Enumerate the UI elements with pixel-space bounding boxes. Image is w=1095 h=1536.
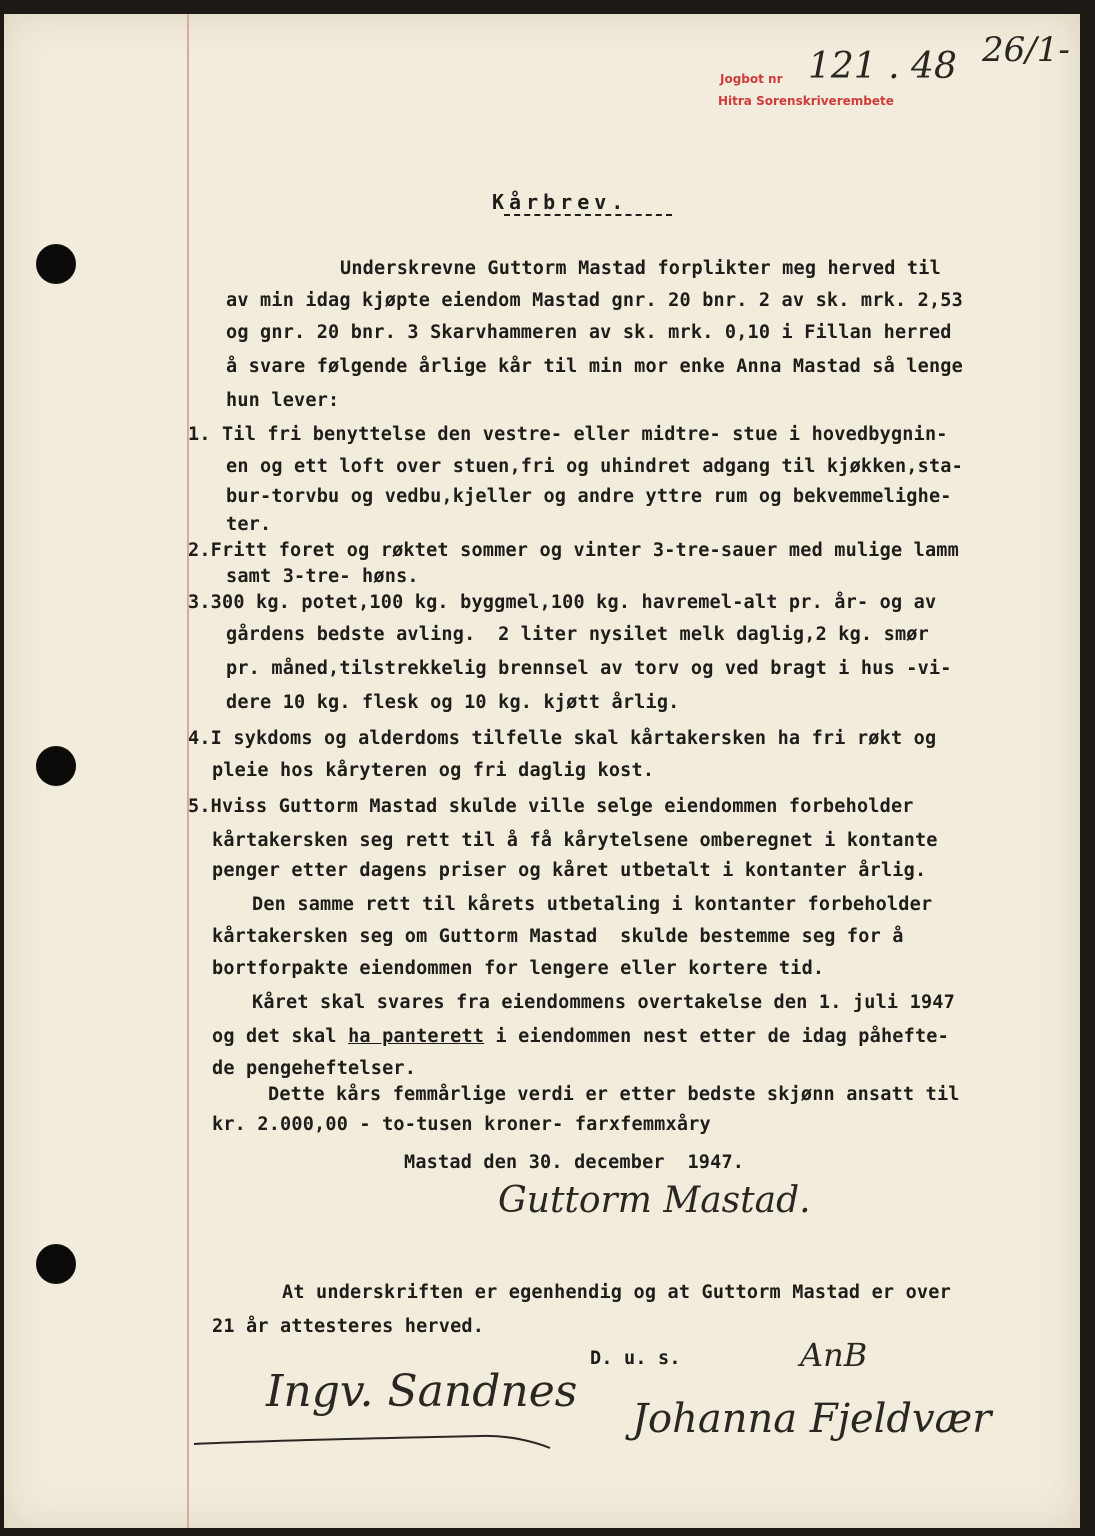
text-segment: i eiendommen nest etter de idag påhefte-	[484, 1026, 949, 1047]
text-line: Kåret skal svares fra eiendommens overtakelse den 1. juli 1947	[252, 992, 955, 1013]
date-line: Mastad den 30. december 1947.	[404, 1152, 745, 1173]
punch-hole	[36, 244, 76, 284]
text-line: pleie hos kåryteren og fri daglig kost.	[212, 760, 655, 781]
stamp-journal-label: Jogbot nr	[720, 72, 783, 86]
text-line: ter.	[226, 514, 272, 535]
text-line: At underskriften er egenhendig og at Guttorm Mastad er over	[282, 1282, 951, 1303]
text-line: Den samme rett til kårets utbetaling i kontanter forbeholder	[252, 894, 933, 915]
text-line: bur-torvbu og vedbu,kjeller og andre yttre rum og bekvemmelighe-	[226, 486, 952, 507]
text-line: samt 3-tre- høns.	[226, 566, 419, 587]
text-line: kr. 2.000,00 - to-tusen kroner- farxfemmxåry	[212, 1114, 711, 1135]
text-line: penger etter dagens priser og kåret utbetalt i kontanter årlig.	[212, 860, 927, 881]
text-line: en og ett loft over stuen,fri og uhindret adgang til kjøkken,sta-	[226, 456, 963, 477]
punch-hole	[36, 1244, 76, 1284]
signature-underline	[190, 1420, 570, 1460]
signature-witness-2: Johanna Fjeldvær	[632, 1396, 992, 1442]
text-line: 1. Til fri benyttelse den vestre- eller midtre- stue i hovedbygnin-	[188, 424, 948, 445]
text-line: pr. måned,tilstrekkelig brennsel av torv og ved bragt i hus -vi-	[226, 658, 952, 679]
text-line: 4.I sykdoms og alderdoms tilfelle skal kårtakersken ha fri røkt og	[188, 728, 937, 749]
text-line: 5.Hviss Guttorm Mastad skulde ville selge eiendommen forbeholder	[188, 796, 914, 817]
text-line: bortforpakte eiendommen for lengere eller kortere tid.	[212, 958, 825, 979]
text-line: av min idag kjøpte eiendom Mastad gnr. 20 bnr. 2 av sk. mrk. 2,53	[226, 290, 963, 311]
signature-witness-1: Ingv. Sandnes	[266, 1366, 578, 1417]
text-line: kårtakersken seg rett til å få kårytelsene omberegnet i kontante	[212, 830, 938, 851]
text-line	[212, 1026, 949, 1047]
text-segment: og det skal	[212, 1026, 349, 1047]
text-line: 3.300 kg. potet,100 kg. byggmel,100 kg. havremel-alt pr. år- og av	[188, 592, 937, 613]
document-title: Kårbrev.	[492, 190, 629, 214]
underlined-phrase: ha panterett	[348, 1026, 485, 1047]
text-line: de pengeheftelser.	[212, 1058, 417, 1079]
text-line: Underskrevne Guttorm Mastad forplikter meg herved til	[340, 258, 941, 279]
text-line: å svare følgende årlige kår til min mor enke Anna Mastad så lenge	[226, 356, 963, 377]
handwritten-journal-number: 121 . 48	[808, 46, 957, 87]
initials: AnB	[800, 1336, 868, 1374]
text-line: hun lever:	[226, 390, 340, 411]
handwritten-date: 26/1-	[982, 30, 1070, 70]
punch-hole	[36, 746, 76, 786]
margin-line	[187, 14, 189, 1528]
text-line: gårdens bedste avling. 2 liter nysilet melk daglig,2 kg. smør	[226, 624, 929, 645]
text-line: og gnr. 20 bnr. 3 Skarvhammeren av sk. mrk. 0,10 i Fillan herred	[226, 322, 952, 343]
stamp-office-name: Hitra Sorenskriverembete	[718, 94, 894, 108]
text-line: Dette kårs femmårlige verdi er etter bedste skjønn ansatt til	[268, 1084, 960, 1105]
text-line: dere 10 kg. flesk og 10 kg. kjøtt årlig.	[226, 692, 680, 713]
title-underline	[504, 214, 672, 216]
text-line: kårtakersken seg om Guttorm Mastad skulde bestemme seg for å	[212, 926, 904, 947]
signature-guttorm-mastad: Guttorm Mastad.	[498, 1180, 811, 1221]
dus-abbreviation: D. u. s.	[590, 1348, 681, 1369]
text-line: 2.Fritt foret og røktet sommer og vinter 3-tre-sauer med mulige lamm	[188, 540, 959, 561]
text-line: 21 år attesteres herved.	[212, 1316, 485, 1337]
